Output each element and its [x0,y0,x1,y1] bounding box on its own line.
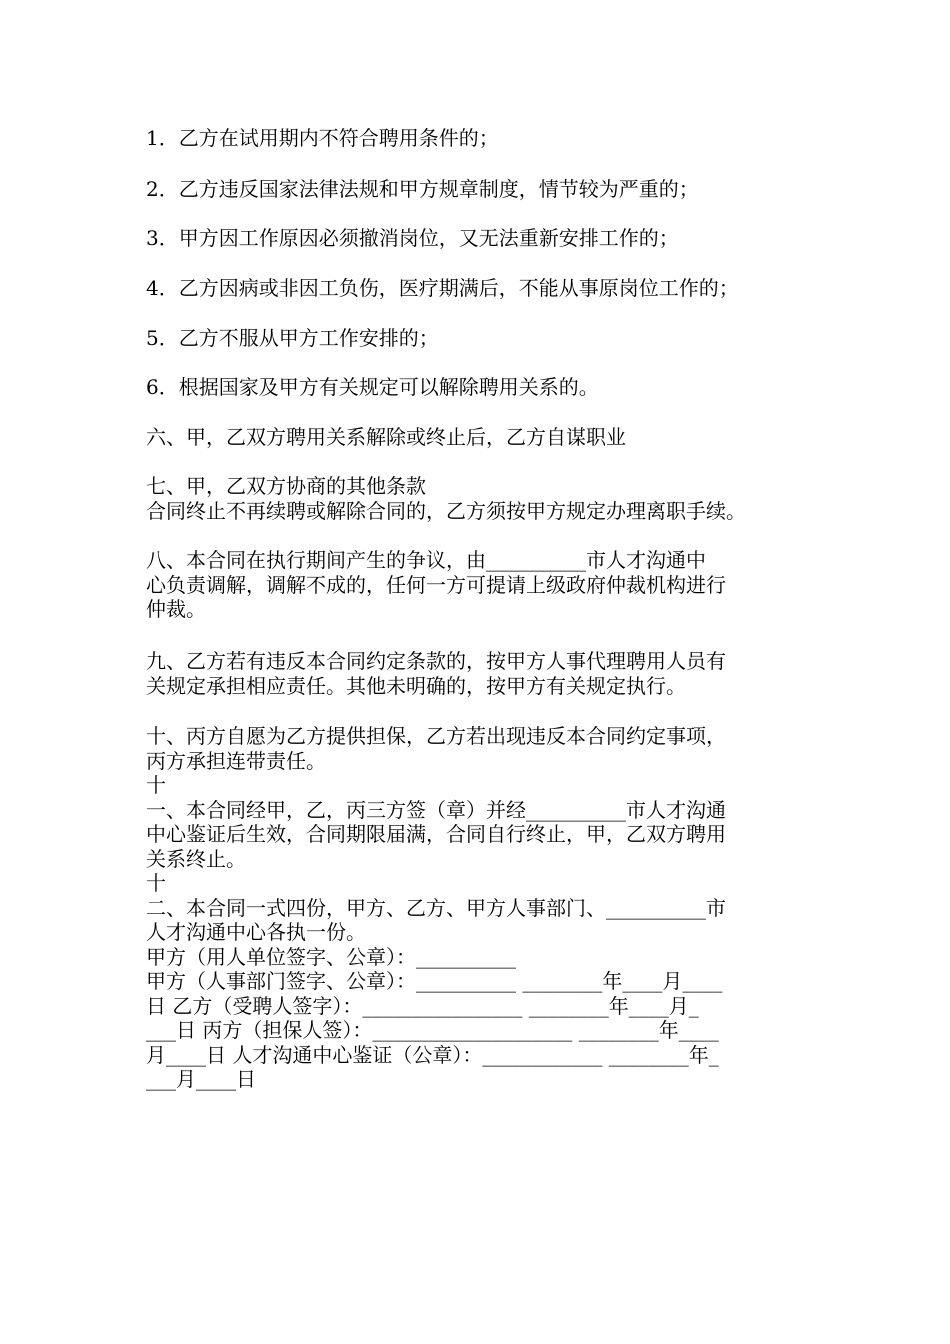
clause-10-line: 十、丙方自愿为乙方提供担保，乙方若出现违反本合同约定事项， [146,724,726,748]
clause-9-line: 关规定承担相应责任。其他未明确的，按甲方有关规定执行。 [146,673,686,698]
list-item: 5．乙方不服从甲方工作安排的； [146,326,439,350]
list-item: 1．乙方在试用期内不符合聘用条件的； [146,126,499,150]
clause-9-line: 九、乙方若有违反本合同约定条款的，按甲方人事代理聘用人员有 [146,649,726,673]
clause-11-line: 中心鉴证后生效，合同期限届满，合同自行终止，甲，乙双方聘用 [146,822,726,846]
clause-9 [146,649,812,698]
signature-line: 甲方（用人单位签字、公章）：__________ [146,944,516,969]
clause-12-line: 人才沟通中心各执一份。 [146,920,366,944]
clause-6: 六、甲，乙双方聘用关系解除或终止后，乙方自谋职业 [146,425,626,449]
signature-line: 甲方（人事部门签字、公章）：__________ ________年____月____ [146,969,723,993]
clause-10-line: 丙方承担连带责任。 [146,748,326,773]
clause-12-line: 二、本合同一式四份，甲方、乙方、甲方人事部门、__________市 [146,895,726,920]
clause-12-number: 十 [146,871,166,895]
list-item: 6．根据国家及甲方有关规定可以解除聘用关系的。 [146,375,599,399]
clause-8-line: 八、本合同在执行期间产生的争议，由__________市人才沟通中 [146,548,706,572]
clause-11-number: 十 [146,773,166,797]
clause-11-line: 一、本合同经甲，乙，丙三方签（章）并经__________市人才沟通 [146,797,726,822]
clause-8-line: 心负责调解，调解不成的，任何一方可提请上级政府仲裁机构进行 [146,572,726,597]
list-item: 4．乙方因病或非因工负伤，医疗期满后，不能从事原岗位工作的； [146,276,739,300]
clause-8 [146,548,812,622]
clause-11-line: 关系终止。 [146,846,246,871]
signature-line: 月____日 人才沟通中心鉴证（公章）：____________ ________年_ [146,1042,719,1067]
signature-line: ___日 丙方（担保人签）：____________________ ________年____ [146,1018,719,1042]
clause-8-line: 仲裁。 [146,597,206,621]
clause-7-heading: 七、甲，乙双方协商的其他条款 [146,474,426,498]
clause-7 [146,474,812,523]
signature-line: 日 乙方（受聘人签字）：________________ ________年____月_ [146,993,699,1018]
signature-line: ___月____日 [146,1067,256,1091]
list-item: 2．乙方违反国家法律法规和甲方规章制度，情节较为严重的； [146,177,699,201]
list-item: 3．甲方因工作原因必须撤消岗位，又无法重新安排工作的； [146,226,679,250]
clause-7-body: 合同终止不再续聘或解除合同的，乙方须按甲方规定办理离职手续。 [146,498,746,523]
clause-10 [146,724,812,1092]
